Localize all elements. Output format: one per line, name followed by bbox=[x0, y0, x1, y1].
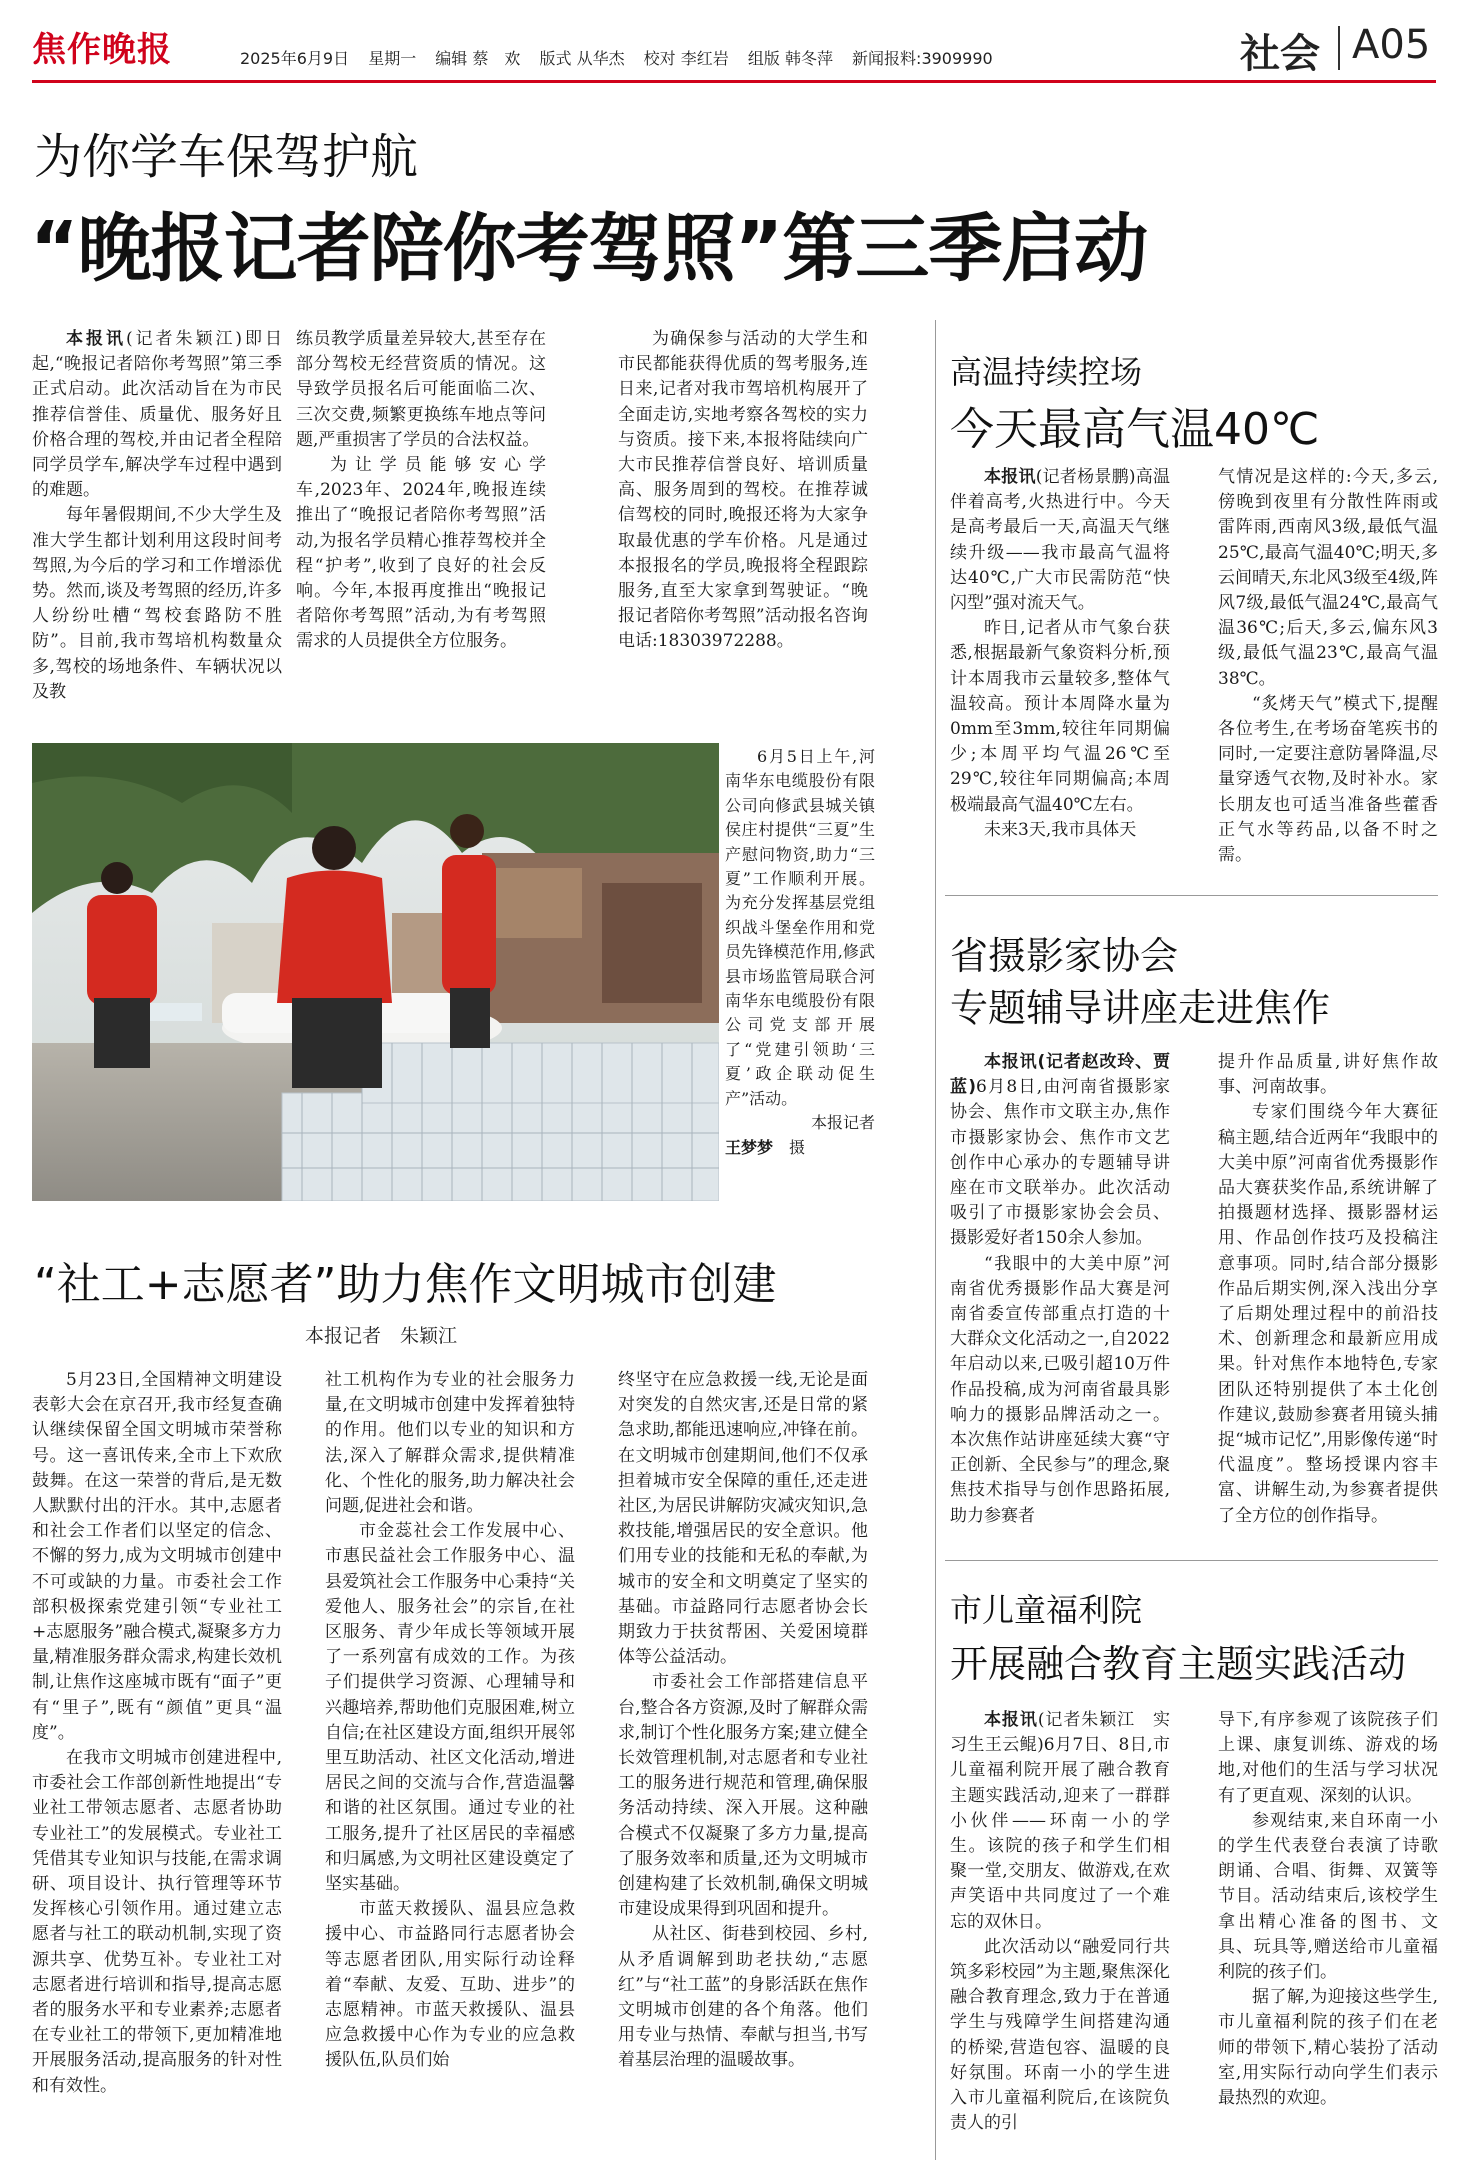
paragraph: 5月23日,全国精神文明建设表彰大会在京召开,我市经复查确认继续保留全国文明城市荣誉称号。这一喜讯传来,全市上下欢欣鼓舞。在这一荣誉的背后,是无数人默默付出的汗水。其中,志愿者和社会工作者们以坚定的信念、不懈的努力,成为文明城市创建中不可或缺的力量。市委社会工作部积极探索党建引领“专业社工+志愿服务”融合模式,凝聚多方力量,精准服务群众需求,构建长效机制,让焦作这座城市既有“面子”更有“里子”,既有“颜值”更具“温度”。 bbox=[32, 1370, 282, 1743]
paragraph: 6月8日,由河南省摄影家协会、焦作市文联主办,焦作市摄影家协会、焦作市文艺创作中心承办的专题辅导讲座在市文联举办。此次活动吸引了市摄影家协会会员、摄影爱好者150余人参加。 bbox=[950, 1077, 1170, 1249]
article1-col1 bbox=[32, 327, 282, 705]
article4-col1 bbox=[32, 1368, 282, 2099]
masthead-info bbox=[240, 46, 1007, 69]
paragraph: “我眼中的大美中原”河南省优秀摄影作品大赛是河南省委宣传部重点打造的十大群众文化活动之一,自2022年启动以来,已吸引超10万件作品投稿,成为河南省最具影响力的摄影品牌活动之一。本次焦作站讲座延续大赛“守正创新、全民参与”的理念,聚焦技术指导与创作思路拓展,助力参赛者 bbox=[950, 1253, 1170, 1526]
proofread-credit: 校对 李红岩 bbox=[643, 49, 729, 68]
paragraph: 市金蕊社会工作发展中心、市惠民益社会工作服务中心、温县爱筑社会工作服务中心秉持“关爱他人、服务社会”的宗旨,在社区服务、青少年成长等领域开展了一系列富有成效的工作。为孩子们提供学习资源、心理辅导和兴趣培养,帮助他们克服困难,树立自信;在社区建设方面,组织开展邻里互助活动、社区文化活动,增进居民之间的交流与合作,营造温馨和谐的社区氛围。通过专业的社工服务,提升了社区居民的幸福感和归属感,为文明社区建设奠定了坚实基础。 bbox=[325, 1521, 575, 1895]
article5-col2 bbox=[1218, 1708, 1438, 2111]
issue-weekday: 星期一 bbox=[368, 49, 417, 68]
dateline: 本报讯 bbox=[66, 329, 126, 349]
photo-caption bbox=[725, 745, 875, 1160]
issue-date: 2025年6月9日 bbox=[240, 49, 350, 68]
paragraph: 参观结束,来自环南一小的学生代表登台表演了诗歌朗诵、合唱、街舞、双簧等节目。活动结束后,该校学生拿出精心准备的图书、文具、玩具等,赠送给市儿童福利院的孩子们。 bbox=[1218, 1810, 1438, 1983]
photo-credit-suffix: 摄 bbox=[789, 1137, 806, 1157]
paragraph: 市委社会工作部搭建信息平台,整合各方资源,及时了解群众需求,制订个性化服务方案;建立健全长效管理机制,对志愿者和专业社工的服务进行规范和管理,确保服务活动持续、深入开展。这种融合模式不仅凝聚了多方力量,提高了服务效率和质量,还为文明城市创建构建了长效机制,确保文明城市建设成果得到巩固和提升。 bbox=[618, 1672, 868, 1920]
article1-kicker: 为你学车保驾护航 bbox=[34, 129, 419, 185]
paragraph: 在我市文明城市创建进程中,市委社会工作部创新性地提出“专业社工带领志愿者、志愿者协助专业社工”的发展模式。专业社工凭借其专业知识与技能,在需求调研、项目设计、执行管理等环节发挥核心引领作用。通过建立志愿者与社工的联动机制,实现了资源共享、优势互补。专业社工对志愿者进行培训和指导,提高志愿者的服务水平和专业素养;志愿者在专业社工的带领下,更加精准地开展服务活动,提高服务的针对性和有效性。 bbox=[32, 1748, 282, 2096]
article1-col2 bbox=[296, 327, 546, 655]
editor-credit: 编辑 蔡 欢 bbox=[435, 49, 521, 68]
article1-headline: “晚报记者陪你考驾照”第三季启动 bbox=[30, 206, 1148, 292]
column-divider bbox=[935, 320, 936, 2160]
section-divider-rule bbox=[945, 895, 1438, 896]
paragraph: 为确保参与活动的大学生和市民都能获得优质的驾考服务,连日来,记者对我市驾培机构展开了全面走访,实地考察各驾校的实力与资质。接下来,本报将陆续向广大市民推荐信誉良好、培训质量高、服务周到的驾校。在推荐诚信驾校的同时,晚报还将为大家争取最优惠的学车价格。凡是通过本报报名的学员,晚报将全程跟踪服务,直至大家拿到驾驶证。“晚报记者陪你考驾照”活动报名咨询电话:18303972288。 bbox=[618, 329, 868, 652]
paragraph: 即日起,“晚报记者陪你考驾照”第三季正式启动。此次活动旨在为市民推荐信誉佳、质量优、服务好且价格合理的驾校,并由记者全程陪同学员学车,解决学车过程中遇到的难题。 bbox=[32, 329, 283, 501]
news-hotline: 新闻报料:3909990 bbox=[852, 49, 993, 68]
photo-credit-prefix: 本报记者 bbox=[810, 1113, 875, 1133]
dateline: 本报讯 bbox=[984, 1052, 1038, 1072]
article2-kicker: 高温持续控场 bbox=[950, 353, 1143, 391]
paragraph: 专家们围绕今年大赛征稿主题,结合近两年“我眼中的大美中原”河南省优秀摄影作品大赛获奖作品,系统讲解了拍摄题材选择、摄影器材运用、作品创作技巧及投稿注意事项。同时,结合部分摄影作品后期实例,深入浅出分享了后期处理过程中的前沿技术、创新理念和最新应用成果。针对焦作本地特色,专家团队还特别提供了本土化创作建议,鼓励参赛者用镜头捕捉“城市记忆”,用影像传递“时代温度”。整场授课内容丰富、讲解生动,为参赛者提供了全方位的创作指导。 bbox=[1218, 1102, 1438, 1526]
paragraph: 为让学员能够安心学车,2023年、2024年,晚报连续推出了“晚报记者陪你考驾照”活动,为报名学员精心推荐驾校并全程“护考”,收到了良好的社会反响。今年,本报再度推出“晚报记者陪你考驾照”活动,为有考驾照需求的人员提供全方位服务。 bbox=[296, 455, 546, 652]
paragraph: 昨日,记者从市气象台获悉,根据最新气象资料分析,预计本周我市云量较多,整体气温较高。预计本周降水量为0mm至3mm,较往年同期偏少;本周平均气温26℃至29℃,较往年同期偏高;本周极端最高气温40℃左右。 bbox=[950, 618, 1170, 815]
article3-headline: 专题辅导讲座走进焦作 bbox=[950, 986, 1331, 1030]
compose-credit: 组版 韩冬萍 bbox=[747, 49, 833, 68]
article2-col1 bbox=[950, 465, 1170, 843]
article4-col3 bbox=[618, 1368, 868, 2074]
caption-text: 6月5日上午,河南华东电缆股份有限公司向修武县城关镇侯庄村提供“三夏”生产慰问物资,助力“三夏”工作顺利开展。为充分发挥基层党组织战斗堡垒作用和党员先锋模范作用,修武县市场监管局联合河南华东电缆股份有限公司党支部开展了“党建引领助‘三夏’政企联动促生产”活动。 bbox=[725, 747, 875, 1108]
article3-col2 bbox=[1218, 1050, 1438, 1529]
paragraph: 6月7日、8日,市儿童福利院开展了融合教育主题实践活动,迎来了一群群小伙伴——环南一小的学生。该院的孩子和学生们相聚一堂,交朋友、做游戏,在欢声笑语中共同度过了一个难忘的双休日。 bbox=[950, 1735, 1170, 1932]
volunteers-photo bbox=[32, 743, 719, 1201]
paragraph: 每年暑假期间,不少大学生及准大学生都计划利用这段时间考驾照,为今后的学习和工作增添优势。然而,谈及考驾照的经历,许多人纷纷吐槽“驾校套路防不胜防”。目前,我市驾培机构数量众多,驾校的场地条件、车辆状况以及教 bbox=[32, 505, 282, 702]
article2-headline: 今天最高气温40℃ bbox=[950, 404, 1320, 455]
article4-byline: 本报记者 朱颖江 bbox=[305, 1325, 458, 1347]
paragraph: 导下,有序参观了该院孩子们上课、康复训练、游戏的场地,对他们的生活与学习状况有了更直观、深刻的认识。 bbox=[1218, 1710, 1438, 1806]
article1-col3 bbox=[618, 327, 868, 655]
paragraph: 提升作品质量,讲好焦作故事、河南故事。 bbox=[1218, 1052, 1438, 1098]
paragraph: 从社区、街巷到校园、乡村,从矛盾调解到助老扶幼,“志愿红”与“社工蓝”的身影活跃在焦作文明城市创建的各个角落。他们用专业与热情、奉献与担当,书写着基层治理的温暖故事。 bbox=[618, 1924, 868, 2071]
paragraph: 社工机构作为专业的社会服务力量,在文明城市创建中发挥着独特的作用。他们以专业的知识和方法,深入了解群众需求,提供精准化、个性化的服务,助力解决社会问题,促进社会和谐。 bbox=[325, 1370, 575, 1517]
section-label: 社会 bbox=[1240, 31, 1320, 77]
reporter-credit: (记者杨景鹏) bbox=[1035, 467, 1136, 487]
photographer: 王梦梦 bbox=[725, 1137, 774, 1157]
section-divider-rule bbox=[945, 1560, 1438, 1561]
newspaper-logo: 焦作晚报 bbox=[32, 30, 172, 70]
section-divider bbox=[1338, 26, 1340, 70]
paragraph: 此次活动以“融爱同行共筑多彩校园”为主题,聚焦深化融合教育理念,致力于在普通学生与残障学生间搭建沟通的桥梁,营造包容、温暖的良好氛围。环南一小的学生进入市儿童福利院后,在该院负责人的引 bbox=[950, 1936, 1170, 2134]
dateline: 本报讯 bbox=[984, 1710, 1038, 1730]
paragraph: 未来3天,我市具体天 bbox=[984, 819, 1137, 840]
paragraph: 练员教学质量差异较大,甚至存在部分驾校无经营资质的情况。这导致学员报名后可能面临二次、三次交费,频繁更换练车地点等问题,严重损害了学员的合法权益。 bbox=[296, 329, 546, 450]
paragraph: 据了解,为迎接这些学生,市儿童福利院的孩子们在老师的带领下,精心装扮了活动室,用实际行动向学生们表示最热烈的欢迎。 bbox=[1218, 1987, 1438, 2109]
paragraph: 终坚守在应急救援一线,无论是面对突发的自然灾害,还是日常的紧急求助,都能迅速响应,冲锋在前。在文明城市创建期间,他们不仅承担着城市安全保障的重任,还走进社区,为居民讲解防灾减灾知识,急救技能,增强居民的安全意识。他们用专业的技能和无私的奉献,为城市的安全和文明奠定了坚实的基础。市益路同行志愿者协会长期致力于扶贫帮困、关爱困境群体等公益活动。 bbox=[618, 1370, 868, 1668]
news-photo bbox=[32, 743, 719, 1201]
article4-col2 bbox=[325, 1368, 575, 2074]
reporter-credit: (记者朱颖江 实习生王云鲲) bbox=[950, 1710, 1170, 1756]
reporter-credit: (记者赵改玲、贾蓝) bbox=[950, 1052, 1170, 1098]
article3-kicker: 省摄影家协会 bbox=[950, 934, 1179, 978]
paragraph: 市蓝天救援队、温县应急救援中心、市益路同行志愿者协会等志愿者团队,用实际行动诠释着“奉献、友爱、互助、进步”的志愿精神。市蓝天救援队、温县应急救援中心作为专业的应急救援队伍,队员们始 bbox=[325, 1899, 575, 2071]
paragraph: 气情况是这样的:今天,多云,傍晚到夜里有分散性阵雨或雷阵雨,西南风3级,最低气温25℃,最高气温40℃;明天,多云间晴天,东北风3级至4级,阵风7级,最低气温24℃,最高气温36℃;后天,多云,偏东风3级,最低气温23℃,最高气温38℃。 bbox=[1218, 467, 1438, 689]
article3-col1 bbox=[950, 1050, 1170, 1529]
page-number: A05 bbox=[1352, 22, 1431, 68]
paragraph: 高温伴着高考,火热进行中。今天是高考最后一天,高温天气继续升级——我市最高气温将达40℃,广大市民需防范“快闪型”强对流天气。 bbox=[950, 467, 1171, 614]
paragraph: “炙烤天气”模式下,提醒各位考生,在考场奋笔疾书的同时,一定要注意防暑降温,尽量穿透气衣物,及时补水。家长朋友也可适当准备些藿香正气水等药品,以备不时之需。 bbox=[1218, 693, 1438, 866]
layout-credit: 版式 从华杰 bbox=[539, 49, 625, 68]
masthead-rule bbox=[32, 80, 1436, 83]
article2-col2 bbox=[1218, 465, 1438, 868]
article4-headline: “社工+志愿者”助力焦作文明城市创建 bbox=[34, 1259, 777, 1310]
article5-headline: 开展融合教育主题实践活动 bbox=[950, 1642, 1407, 1686]
reporter-credit: (记者朱颖江) bbox=[125, 329, 243, 349]
article5-kicker: 市儿童福利院 bbox=[950, 1591, 1143, 1629]
article5-col1 bbox=[950, 1708, 1170, 2136]
dateline: 本报讯 bbox=[984, 467, 1036, 487]
